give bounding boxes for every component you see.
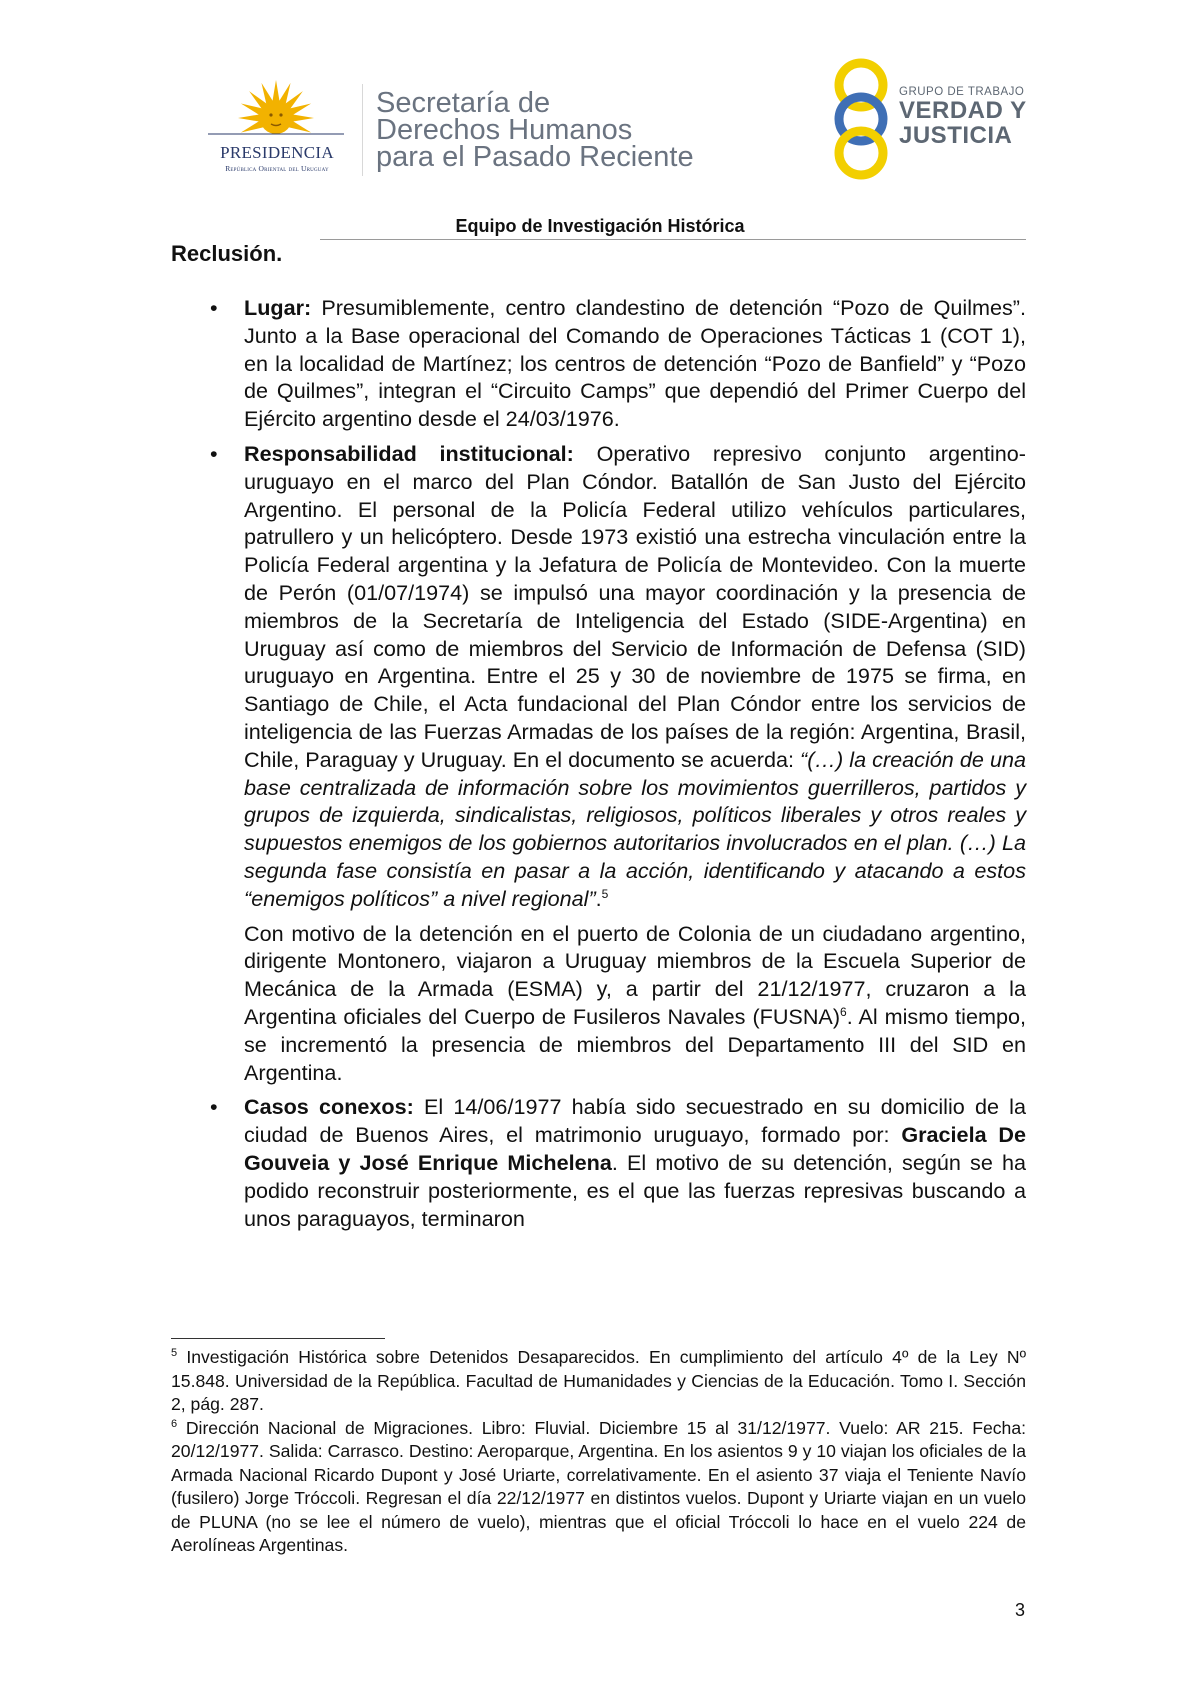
- footnote-number: 5: [171, 1347, 178, 1360]
- paragraph-esma: [171, 920, 1026, 1087]
- footnotes: [171, 1346, 1026, 1558]
- header-divider: [362, 84, 363, 176]
- presidencia-sun-logo: [196, 78, 356, 178]
- bullet-dot: •: [210, 295, 218, 320]
- secretaria-title: [376, 87, 694, 173]
- secretaria-line-2: Derechos Humanos: [376, 114, 633, 146]
- footnote-ref-6[interactable]: 6: [840, 1004, 847, 1019]
- section-title: Reclusión.: [171, 241, 283, 266]
- header-rule: [320, 239, 1026, 240]
- grupo-de-trabajo-label: GRUPO DE TRABAJO: [899, 86, 1025, 98]
- bullet-dot: •: [210, 440, 218, 466]
- bullet-label: Casos conexos:: [244, 1094, 414, 1120]
- justicia-label: JUSTICIA: [899, 122, 1013, 149]
- paragraph-text: . Al mismo tiempo, se incrementó la presencia de miembros del Departamento III del SID en Argentina.: [244, 1003, 1026, 1085]
- footnote-number: 6: [171, 1417, 178, 1430]
- footnote-ref-5[interactable]: 5: [601, 886, 609, 901]
- footnote-text: Dirección Nacional de Migraciones. Libro: Fluvial. Diciembre 15 al 31/12/1977. Vuelo: AR 215. Fecha: 20/12/1977. Salida: Carrasco. Destino: Aeroparque, Argentina. En los asientos 9 y 10 viajan los oficiales de la Armada Nacional Ricardo Dupont y José Uriarte, correlativamente. En el asiento 37 viaja el Teniente Navío (fusilero) Jorge Tróccoli. Regresan el día 22/12/1977 en distintos vuelos. Dupont y Uriarte viajan en un vuelo de PLUNA (no se lee el número de vuelo), mientras que el oficial Tróccoli lo hace en el vuelo 224 de Aerolíneas Argentinas.: [171, 1417, 1026, 1555]
- footnote-5: [171, 1346, 1026, 1417]
- bullet-responsabilidad: [171, 440, 1026, 913]
- presidencia-label: PRESIDENCIA: [220, 143, 334, 162]
- quote-end: .: [595, 885, 602, 911]
- body-text: [171, 294, 1026, 1239]
- footnote-6: [171, 1417, 1026, 1558]
- footnote-text: Investigación Histórica sobre Detenidos Desaparecidos. En cumplimiento del artículo 4º de la Ley Nº 15.848. Universidad de la República. Facultad de Humanidades y Ciencias de la Educación. Tomo I. Sección 2, pág. 287.: [171, 1347, 1026, 1414]
- verdad-justicia-rings-logo: [826, 58, 896, 180]
- secretaria-line-1: Secretaría de: [376, 87, 551, 119]
- republica-label: República Oriental del Uruguay: [225, 164, 329, 173]
- paragraph-text: Con motivo de la detención en el puerto de Colonia de un ciudadano argentino, dirigente Montonero, viajaron a Uruguay miembros de la Escuela Superior de Mecánica de la Armada (ESMA) y, a partir del 21/12/1977, cruzaron a la Argentina oficiales del Cuerpo de Fusileros Navales (FUSNA): [244, 920, 1026, 1029]
- page-number: 3: [1015, 1600, 1026, 1620]
- bullet-label: Responsabilidad institucional:: [244, 440, 574, 466]
- running-header: Equipo de Investigación Histórica: [455, 216, 745, 236]
- bullet-text: Operativo represivo conjunto argentino-uruguayo en el marco del Plan Cóndor. Batallón de San Justo del Ejército Argentino. El personal de la Policía Federal utilizo vehículos particulares, patrullero y un helicóptero. Desde 1973 existió una estrecha vinculación entre la Policía Federal argentina y la Jefatura de Policía de Montevideo. Con la muerte de Perón (01/07/1974) se impulsó una mayor coordinación y la presencia de miembros de la Secretaría de Inteligencia del Estado (SIDE-Argentina) en Uruguay así como de miembros del Servicio de Información de Defensa (SID) uruguayo en Argentina. Entre el 25 y 30 de noviembre de 1975 se firma, en Santiago de Chile, el Acta fundacional del Plan Cóndor entre los servicios de inteligencia de las Fuerzas Armadas de los países de la región: Argentina, Brasil, Chile, Paraguay y Uruguay. En el documento se acuerda:: [244, 440, 1026, 772]
- bullet-text: El 14/06/1977 había sido secuestrado en su domicilio de la ciudad de Buenos Aires, el matrimonio uruguayo, formado por:: [244, 1094, 1026, 1148]
- bullet-label: Lugar:: [244, 295, 312, 320]
- verdad-y-label: VERDAD Y: [899, 97, 1027, 124]
- bullet-casos-conexos: [171, 1093, 1026, 1232]
- verdad-justicia-wordmark: [899, 86, 1027, 148]
- bullet-lugar: [171, 294, 1026, 433]
- bullet-text: . El motivo de su detención, según se ha podido reconstruir posteriormente, es el que las fuerzas represivas buscando a unos paraguayos, terminaron: [244, 1149, 1026, 1231]
- victim-names: Graciela De Gouveia y José Enrique Michelena: [244, 1122, 1027, 1175]
- footnote-separator: [171, 1338, 385, 1339]
- bullet-text: Presumiblemente, centro clandestino de detención “Pozo de Quilmes”. Junto a la Base operacional del Comando de Operaciones Tácticas 1 (COT 1), en la localidad de Martínez; los centros de detención “Pozo de Banfield” y “Pozo de Quilmes”, integran el “Circuito Camps” que dependió del Primer Cuerpo del Ejército argentino desde el 24/03/1976.: [244, 295, 1026, 432]
- bullet-dot: •: [210, 1094, 218, 1120]
- secretaria-line-3: para el Pasado Reciente: [376, 141, 694, 173]
- plan-condor-quote: “(…) la creación de una base centralizada de información sobre los movimientos guerrilleros, partidos y grupos de izquierda, sindicalistas, religiosos, políticos liberales y otros reales y supuestos enemigos de los gobiernos autoritarios involucrados en el plan. (…) La segunda fase consistía en pasar a la acción, identificando y atacando a estos “enemigos políticos” a nivel regional”: [244, 746, 1026, 911]
